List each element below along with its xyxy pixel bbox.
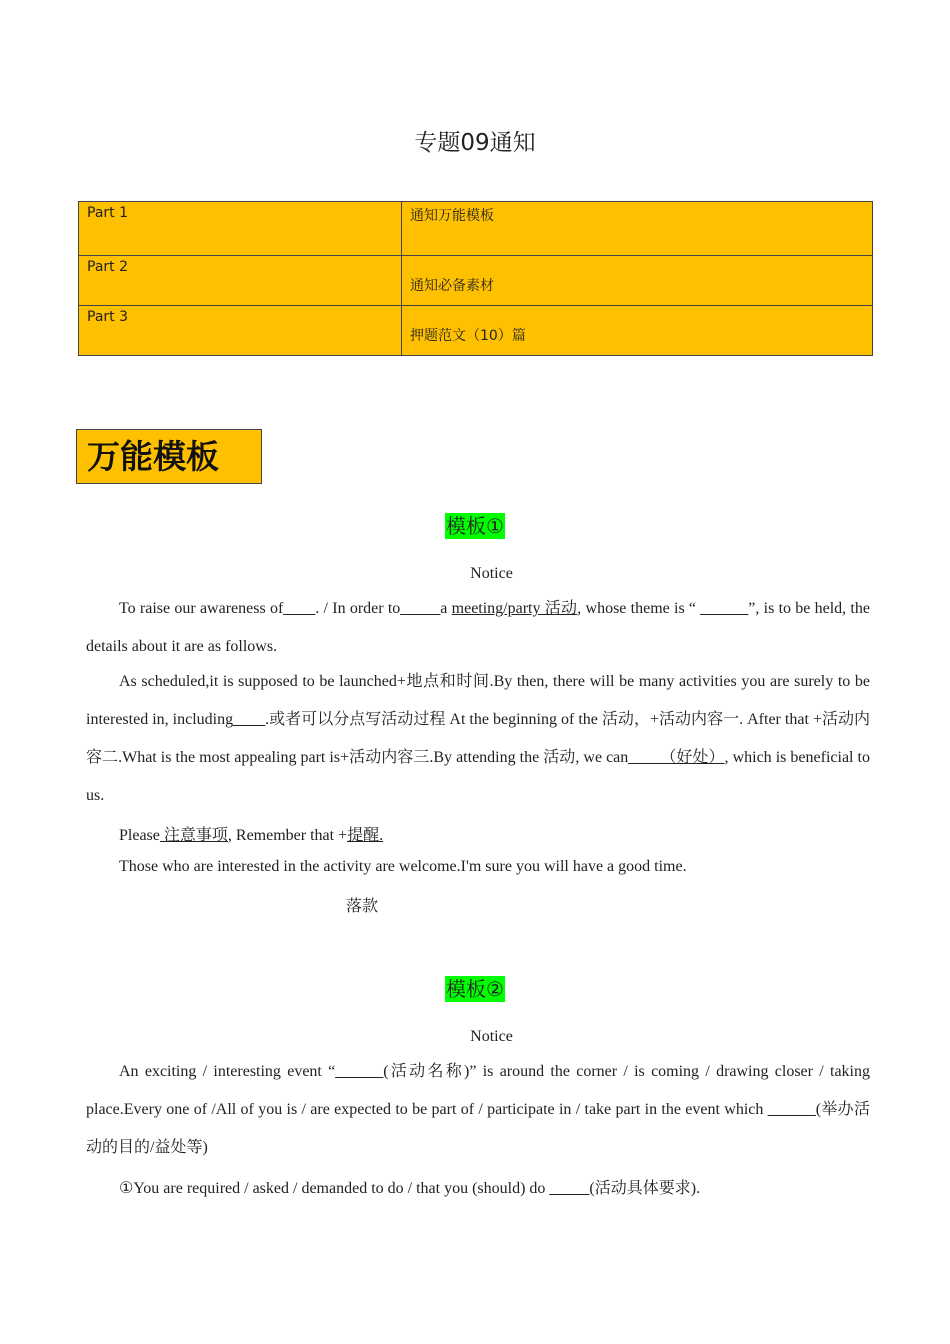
- contents-table: [78, 201, 873, 356]
- part-content: 押题范文（10）篇: [410, 328, 526, 344]
- template-1-notice-title: Notice: [470, 565, 513, 582]
- part-label: Part 1: [79, 202, 402, 256]
- part-label: Part 3: [79, 306, 402, 356]
- table-row: [79, 256, 873, 306]
- template-1-paragraph-3: Please 注意事项, Remember that +提醒.: [119, 827, 384, 844]
- template-2-paragraph-1: An exciting / interesting event “______(活动名称)” is around the corner / is coming / drawing closer / taking place.Every one of /All of you is / are expected to be part of / participate in / take part in the event which ______(举办活动的目的/益处等): [86, 1063, 870, 1156]
- part-content: 通知万能模板: [402, 202, 873, 256]
- template-2-heading: 模板②: [446, 977, 504, 1001]
- template-1-paragraph-2: As scheduled,it is supposed to be launched+地点和时间.By then, there will be many activities you are surely to be interested in, including____.或者可以分点写活动过程 At the beginning of the 活动，+活动内容一. After that +活动内容二.What is the most appealing part is+活动内容三.By attending the 活动, we can____（好处）, which is beneficial to us.: [86, 673, 870, 804]
- part-label: Part 2: [79, 256, 402, 306]
- template-2-notice-title: Notice: [470, 1028, 513, 1045]
- template-1-paragraph-1: To raise our awareness of____. / In order to_____a meeting/party 活动, whose theme is “ ______”, is to be held, the details about it are as follows.: [86, 600, 870, 655]
- template-1-paragraph-4: Those who are interested in the activity are welcome.I'm sure you will have a good time.: [119, 858, 687, 875]
- table-row: [79, 306, 873, 356]
- template-1-signature: 落款: [346, 898, 379, 915]
- page-title: 专题09通知: [414, 130, 536, 156]
- section-heading: 万能模板: [76, 429, 262, 484]
- part-content: 通知必备素材: [410, 278, 494, 294]
- table-row: [79, 202, 873, 256]
- template-2-paragraph-2: ①You are required / asked / demanded to do / that you (should) do _____(活动具体要求).: [119, 1180, 701, 1197]
- template-1-heading: 模板①: [446, 514, 504, 538]
